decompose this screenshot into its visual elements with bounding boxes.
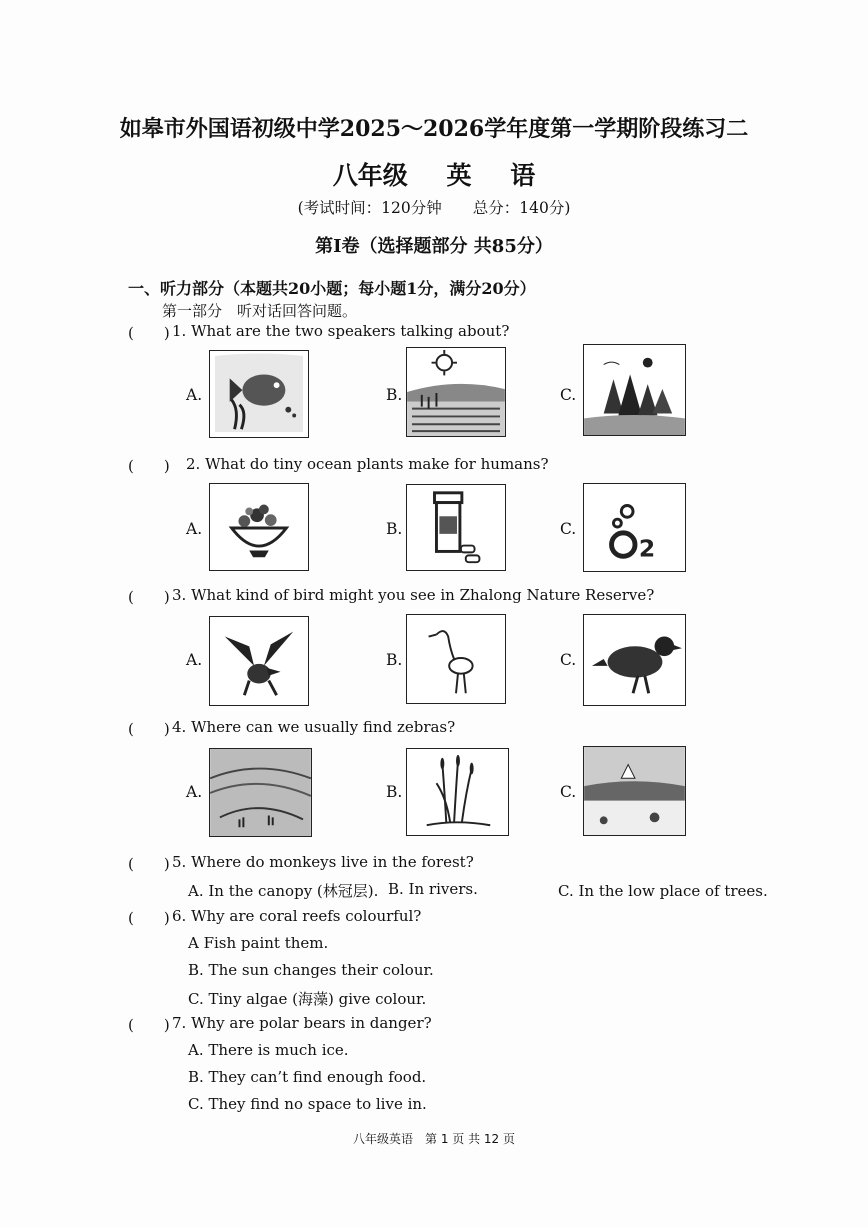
option-a: A. There is much ice.	[188, 1041, 349, 1059]
option-label: C.	[560, 651, 577, 669]
option-b: B. The sun changes their colour.	[188, 961, 434, 979]
option-label: C.	[560, 520, 577, 538]
option-b: B. In rivers.	[388, 880, 478, 898]
oxygen-icon	[583, 483, 686, 572]
option-label: B.	[386, 783, 403, 801]
crow-icon	[583, 614, 686, 706]
option-c: C. In the low place of trees.	[558, 882, 768, 900]
page-footer: 八年级英语 第 1 页 共 12 页	[353, 1132, 515, 1146]
option-label: B.	[386, 651, 403, 669]
option-c: C. They find no space to live in.	[188, 1095, 427, 1113]
forest-icon	[583, 344, 686, 436]
question-2: 2. What do tiny ocean plants make for humans?	[186, 455, 549, 473]
option-c: C. Tiny algae (海藻) give colour.	[188, 990, 427, 1008]
answer-blank[interactable]: ( )	[128, 588, 170, 606]
option-label: C.	[560, 783, 577, 801]
part-heading: 第一部分 听对话回答问题。	[162, 302, 358, 320]
answer-blank[interactable]: ( )	[128, 720, 170, 738]
question-3: 3. What kind of bird might you see in Zhalong Nature Reserve?	[172, 586, 655, 604]
option-a: A Fish paint them.	[188, 934, 329, 952]
crane-icon	[406, 614, 506, 704]
section-heading: 一、听力部分（本题共20小题；每小题1分，满分20分）	[128, 279, 536, 298]
answer-blank[interactable]: ( )	[128, 909, 170, 927]
reeds-icon	[406, 748, 509, 836]
grade-subject: 八年级 英 语	[332, 161, 536, 190]
question-1: 1. What are the two speakers talking about?	[172, 322, 510, 340]
option-label: A.	[186, 783, 203, 801]
medicine-bottle-icon	[406, 484, 506, 571]
option-label: A.	[186, 520, 203, 538]
option-a: A. In the canopy (林冠层).	[188, 882, 379, 900]
option-label: B.	[386, 386, 403, 404]
beach-icon	[583, 746, 686, 836]
svg-text:2: 2	[638, 534, 656, 563]
answer-blank[interactable]: ( )	[128, 457, 170, 475]
option-label: B.	[386, 520, 403, 538]
question-7: 7. Why are polar bears in danger?	[172, 1014, 432, 1032]
wetland-icon	[406, 347, 506, 437]
volume-heading: 第Ⅰ卷（选择题部分 共85分）	[315, 236, 553, 257]
answer-blank[interactable]: ( )	[128, 324, 170, 342]
question-6: 6. Why are coral reefs colourful?	[172, 907, 422, 925]
answer-blank[interactable]: ( )	[128, 855, 170, 873]
grassland-icon	[209, 748, 312, 837]
food-bowl-icon	[209, 483, 309, 571]
option-label: A.	[186, 651, 203, 669]
option-b: B. They can’t find enough food.	[188, 1068, 427, 1086]
question-4: 4. Where can we usually find zebras?	[172, 718, 456, 736]
fish-icon	[209, 350, 309, 438]
question-5: 5. Where do monkeys live in the forest?	[172, 853, 474, 871]
exam-title: 如皋市外国语初级中学2025～2026学年度第一学期阶段练习二	[119, 116, 749, 142]
eagle-icon	[209, 616, 309, 706]
exam-info: (考试时间：120分钟 总分：140分)	[297, 199, 571, 217]
option-label: A.	[186, 386, 203, 404]
option-label: C.	[560, 386, 577, 404]
answer-blank[interactable]: ( )	[128, 1016, 170, 1034]
